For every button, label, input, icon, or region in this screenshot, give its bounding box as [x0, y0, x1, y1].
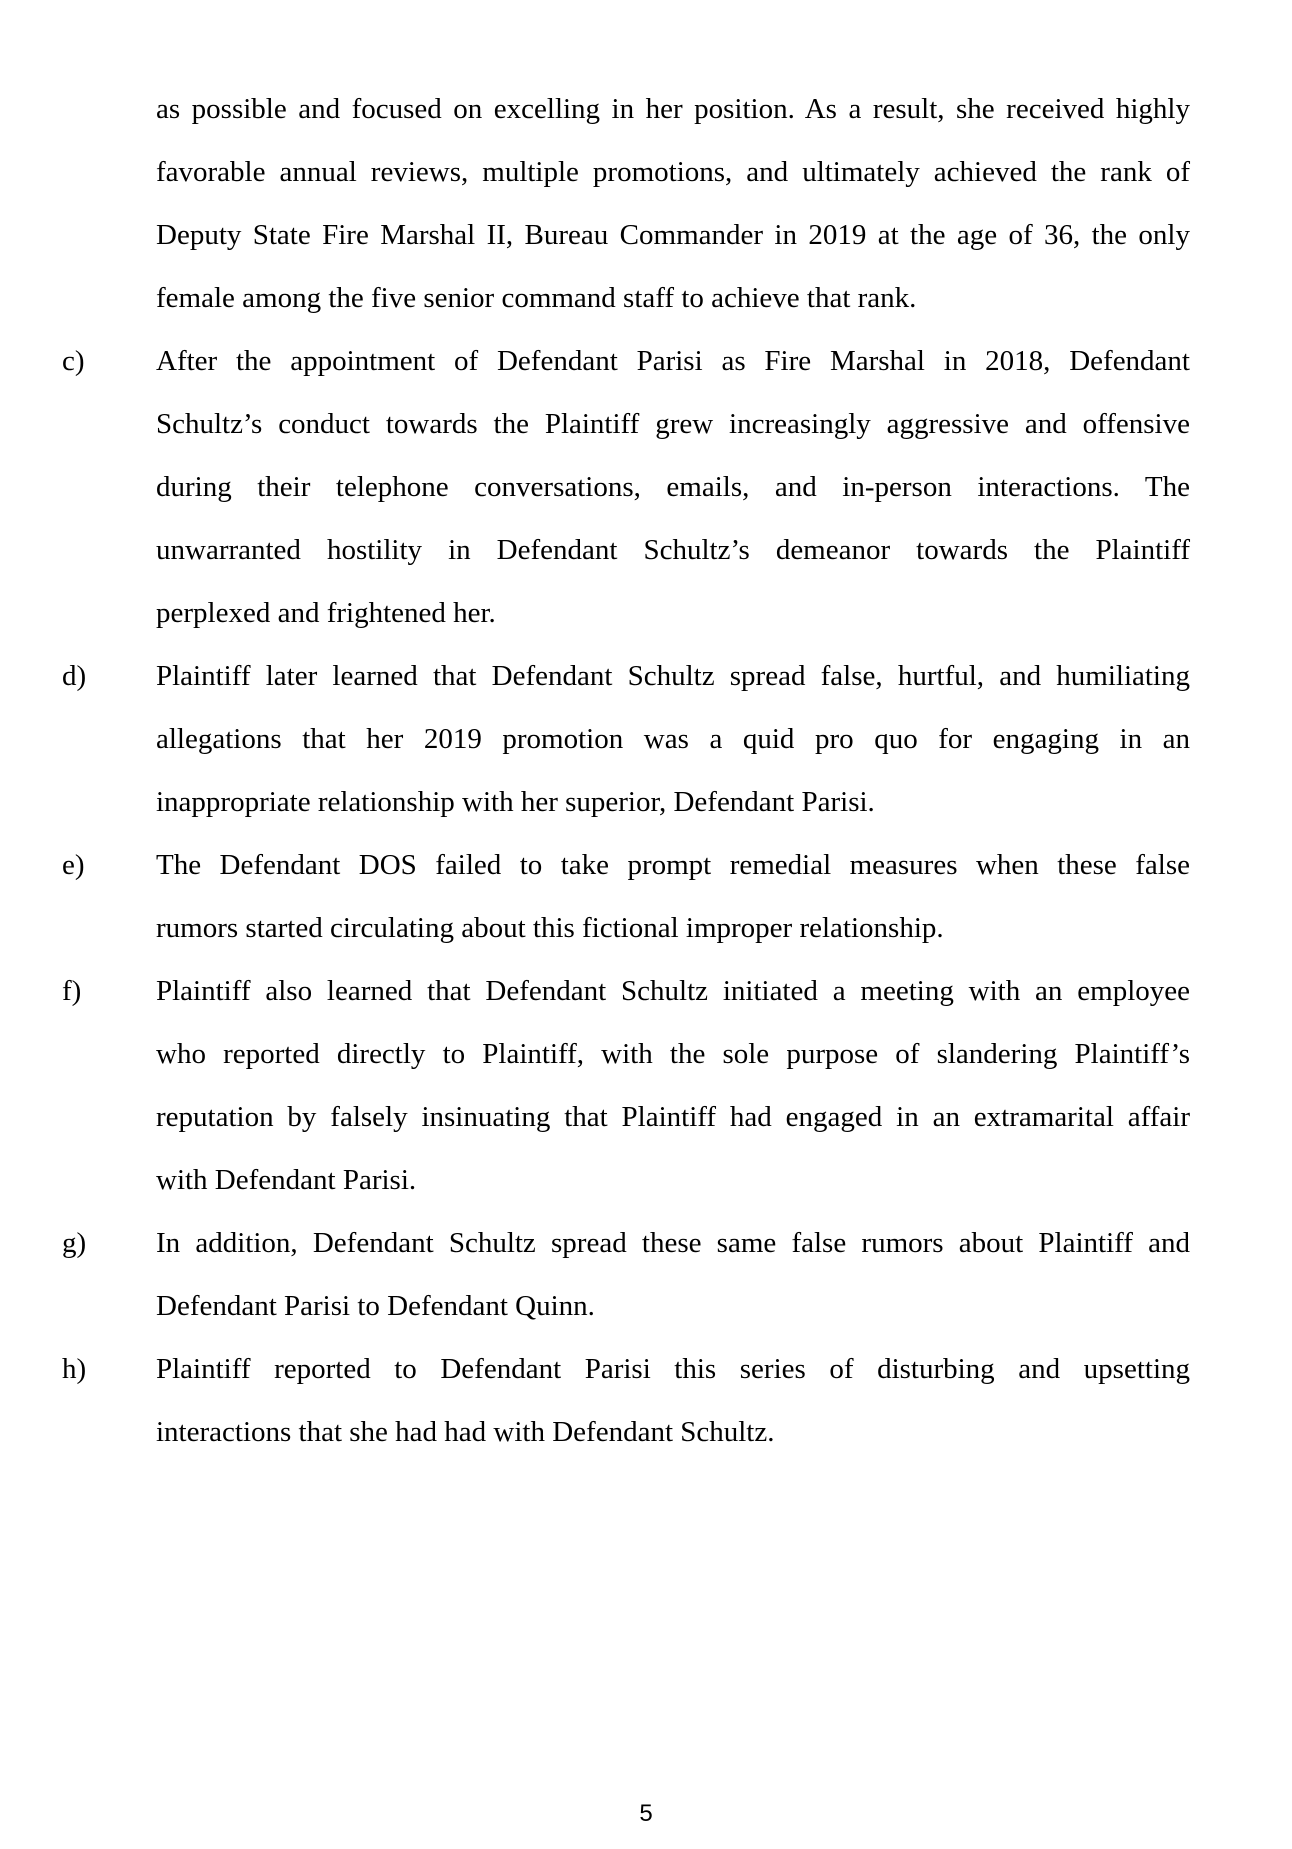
text-line: female among the five senior command staff to achieve that rank. [156, 282, 917, 314]
text-line: unwarranted hostility in Defendant Schultz’s demeanor towards the Plaintiff [156, 534, 1190, 566]
paragraph-label-h: h) [62, 1353, 87, 1385]
page-number: 5 [639, 1800, 653, 1827]
text-line: Defendant Parisi to Defendant Quinn. [156, 1290, 595, 1322]
text-line: After the appointment of Defendant Parisi as Fire Marshal in 2018, Defendant [156, 345, 1190, 377]
text-line: In addition, Defendant Schultz spread these same false rumors about Plaintiff and [156, 1227, 1190, 1259]
text-line: favorable annual reviews, multiple promotions, and ultimately achieved the rank of [156, 156, 1190, 188]
paragraph-label-d: d) [62, 660, 87, 692]
text-line: allegations that her 2019 promotion was a quid pro quo for engaging in an [156, 723, 1190, 755]
text-line: who reported directly to Plaintiff, with the sole purpose of slandering Plaintiff’s [156, 1038, 1190, 1070]
paragraph-label-g: g) [62, 1227, 87, 1259]
text-line: rumors started circulating about this fictional improper relationship. [156, 912, 944, 944]
text-line: interactions that she had had with Defendant Schultz. [156, 1416, 775, 1448]
text-line: Deputy State Fire Marshal II, Bureau Commander in 2019 at the age of 36, the only [156, 219, 1190, 251]
paragraph-label-c: c) [62, 345, 85, 377]
text-line: Plaintiff later learned that Defendant Schultz spread false, hurtful, and humiliating [156, 660, 1190, 692]
text-line: reputation by falsely insinuating that Plaintiff had engaged in an extramarital affair [156, 1101, 1190, 1133]
text-line: with Defendant Parisi. [156, 1164, 417, 1196]
paragraph-label-e: e) [62, 849, 85, 881]
text-line: during their telephone conversations, emails, and in-person interactions. The [156, 471, 1190, 503]
text-line: perplexed and frightened her. [156, 597, 496, 629]
text-line: Plaintiff also learned that Defendant Schultz initiated a meeting with an employee [156, 975, 1190, 1007]
text-line: Plaintiff reported to Defendant Parisi this series of disturbing and upsetting [156, 1353, 1190, 1385]
text-line: The Defendant DOS failed to take prompt remedial measures when these false [156, 849, 1190, 881]
text-line: inappropriate relationship with her superior, Defendant Parisi. [156, 786, 875, 818]
text-line: Schultz’s conduct towards the Plaintiff grew increasingly aggressive and offensive [156, 408, 1190, 440]
paragraph-label-f: f) [62, 975, 82, 1007]
text-line: as possible and focused on excelling in her position. As a result, she received highly [156, 93, 1190, 125]
